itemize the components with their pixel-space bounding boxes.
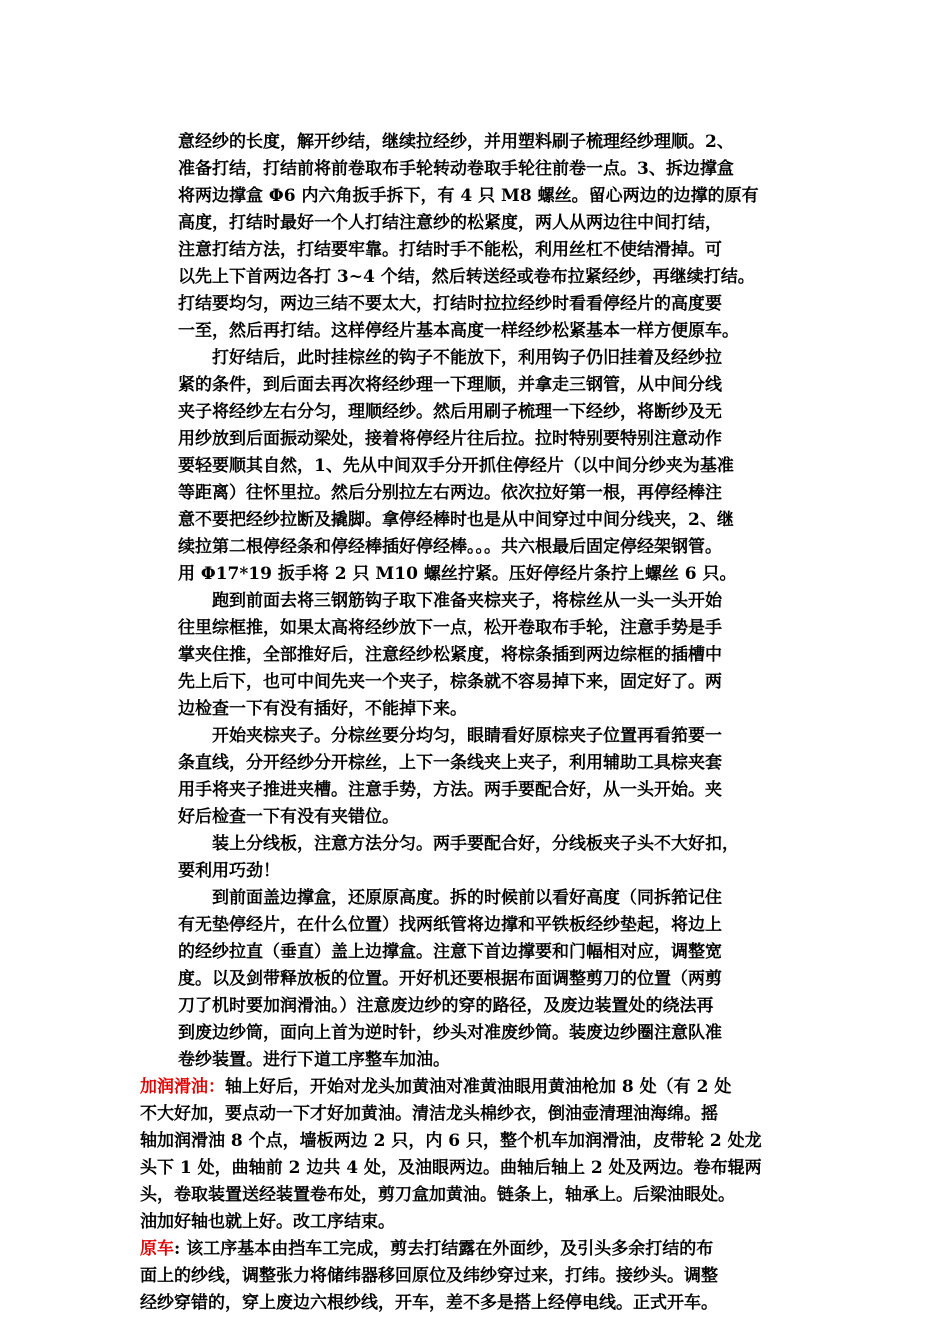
text-line: 夹子将经纱左右分匀，理顺经纱。然后用刷子梳理一下经纱，将断纱及无	[178, 402, 722, 422]
text-line: 掌夹住推，全部推好后，注意经纱松紧度，将棕条插到两边综框的插槽中	[178, 645, 722, 665]
text-line: 先上后下，也可中间先夹一个夹子，棕条就不容易掉下来，固定好了。两	[178, 672, 722, 692]
text-line: 条直线，分开经纱分开棕丝，上下一条线夹上夹子，利用辅助工具棕夹套	[178, 753, 722, 773]
paragraph-first-line: 开始夹棕夹子。分棕丝要分均匀，眼睛看好原棕夹子位置再看筘要一	[212, 726, 722, 746]
section-heading: 加润滑油：	[140, 1077, 225, 1097]
text-line: 一至，然后再打结。这样停经片基本高度一样经纱松紧基本一样方便原车。	[178, 321, 739, 341]
section-heading: 原车	[140, 1239, 174, 1259]
paragraph-first-line: 到前面盖边撑盒，还原原高度。拆的时候前以看好高度（同拆筘记住	[212, 888, 722, 908]
text-line: 往里综框推，如果太高将经纱放下一点，松开卷取布手轮，注意手势是手	[178, 618, 722, 638]
text-line: 紧的条件，到后面去再次将经纱理一下理顺，并拿走三钢管，从中间分线	[178, 375, 722, 395]
text-line: 打结要均匀，两边三结不要太大，打结时拉拉经纱时看看停经片的高度要	[178, 294, 722, 314]
text-line: 轴上好后，开始对龙头加黄油对准黄油眼用黄油枪加 8 处（有 2 处	[225, 1077, 732, 1097]
text-line: 刀了机时要加润滑油。）注意废边纱的穿的路径，及废边装置处的绕法再	[178, 996, 714, 1016]
text-line: 注意打结方法，打结要牢靠。打结时手不能松，利用丝杠不使结滑掉。可	[178, 240, 722, 260]
paragraph-first-line: 打好结后，此时挂棕丝的钩子不能放下，利用钩子仍旧挂着及经纱拉	[212, 348, 722, 368]
text-line: 以先上下首两边各打 3~4 个结，然后转送经或卷布拉紧经纱，再继续打结。	[178, 267, 755, 287]
text-line: 油加好轴也就上好。改工序结束。	[140, 1212, 395, 1232]
text-line: 高度，打结时最好一个人打结注意纱的松紧度，两人从两边往中间打结，	[178, 213, 722, 233]
text-line: 到废边纱筒，面向上首为逆时针，纱头对准废纱筒。装废边纱圈注意队准	[178, 1023, 722, 1043]
text-line: 卷纱装置。进行下道工序整车加油。	[178, 1050, 450, 1070]
text-line: 意经纱的长度，解开纱结，继续拉经纱，并用塑料刷子梳理经纱理顺。2、	[178, 132, 734, 152]
text-line: 续拉第二根停经条和停经棒插好停经棒。。。共六根最后固定停经架钢管。	[178, 537, 722, 557]
text-line: 要利用巧劲！	[178, 861, 280, 881]
text-line: 用 Φ17*19 扳手将 2 只 M10 螺丝拧紧。压好停经片条拧上螺丝 6 只。	[178, 564, 737, 584]
text-line: 意不要把经纱拉断及撬脚。拿停经棒时也是从中间穿过中间分线夹，2、继	[178, 510, 734, 530]
text-line: 准备打结，打结前将前卷取布手轮转动卷取手轮往前卷一点。3、拆边撑盒	[178, 159, 734, 179]
section-restart-first-line	[140, 1238, 713, 1260]
text-line: 有无垫停经片，在什么位置）找两纸管将边撑和平铁板经纱垫起，将边上	[178, 915, 722, 935]
text-line: 头下 1 处，曲轴前 2 边共 4 处，及油眼两边。曲轴后轴上 2 处及两边。卷布辊两	[140, 1158, 762, 1178]
text-line: 要轻要顺其自然，1、先从中间双手分开抓住停经片（以中间分纱夹为基准	[178, 456, 734, 476]
text-line: 面上的纱线，调整张力将储纬器移回原位及纬纱穿过来，打纬。接纱头。调整	[140, 1266, 718, 1286]
paragraph-first-line: 跑到前面去将三钢筋钩子取下准备夹棕夹子，将棕丝从一头一头开始	[212, 591, 722, 611]
text-line: : 该工序基本由挡车工完成，剪去打结露在外面纱，及引头多余打结的布	[174, 1239, 714, 1259]
text-line: 经纱穿错的，穿上废边六根纱线，开车，差不多是搭上经停电线。正式开车。	[140, 1293, 718, 1313]
text-line: 边检查一下有没有插好，不能掉下来。	[178, 699, 467, 719]
text-line: 等距离）往怀里拉。然后分别拉左右两边。依次拉好第一根，再停经棒注	[178, 483, 722, 503]
text-line: 轴加润滑油 8 个点，墙板两边 2 只，内 6 只，整个机车加润滑油，皮带轮 2 处龙	[140, 1131, 762, 1151]
text-line: 不大好加，要点动一下才好加黄油。清洁龙头棉纱衣，倒油壶清理油海绵。摇	[140, 1104, 718, 1124]
text-line: 头，卷取装置送经装置卷布处，剪刀盒加黄油。链条上，轴承上。后梁油眼处。	[140, 1185, 735, 1205]
text-line: 度。以及剑带释放板的位置。开好机还要根据布面调整剪刀的位置（两剪	[178, 969, 722, 989]
text-line: 用纱放到后面振动梁处，接着将停经片往后拉。拉时特别要特别注意动作	[178, 429, 722, 449]
text-line: 的经纱拉直（垂直）盖上边撑盒。注意下首边撑要和门幅相对应，调整宽	[178, 942, 722, 962]
section-lubrication-first-line	[140, 1076, 731, 1098]
text-line: 用手将夹子推进夹槽。注意手势，方法。两手要配合好，从一头开始。夹	[178, 780, 722, 800]
text-line: 好后检查一下有没有夹错位。	[178, 807, 399, 827]
paragraph-first-line: 装上分线板，注意方法分匀。两手要配合好，分线板夹子头不大好扣，	[212, 834, 739, 854]
text-line: 将两边撑盒 Φ6 内六角扳手拆下，有 4 只 M8 螺丝。留心两边的边撑的原有	[178, 186, 759, 206]
